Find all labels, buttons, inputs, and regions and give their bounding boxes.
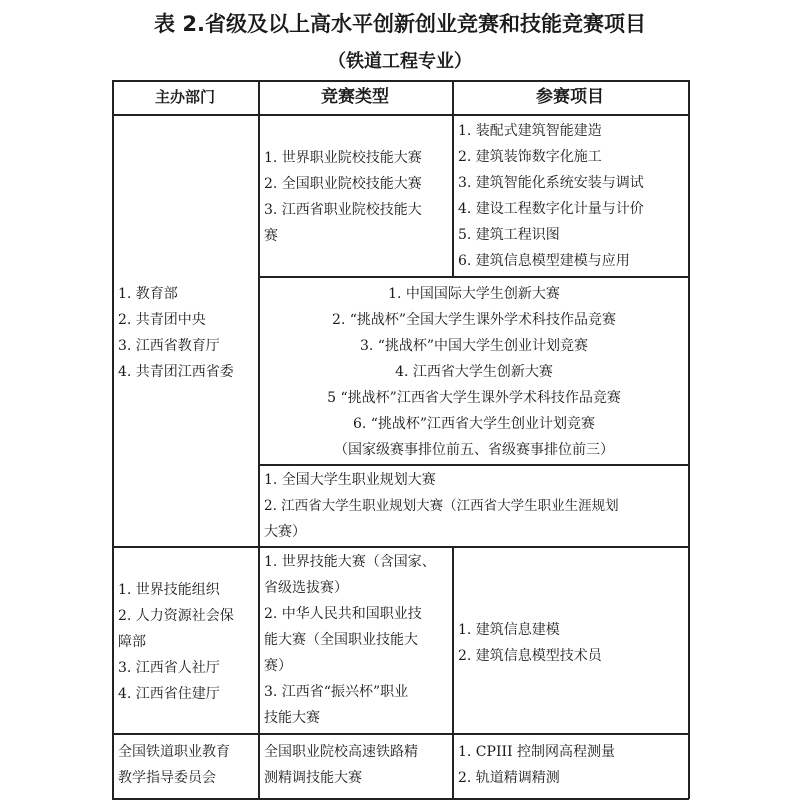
competition-line: 5 “挑战杯”江西省大学生课外学术科技作品竞赛 [327,390,621,406]
organizer-line: 1. 世界技能组织 [118,582,220,598]
border-right [688,80,690,799]
type-line: 1. 世界技能大赛（含国家、 [264,554,436,570]
organizer-line: 2. 共青团中央 [118,312,206,328]
block1-row1-types [264,145,450,249]
type-line: 3. 江西省职业院校技能大 [264,202,422,218]
block2-types [264,549,450,731]
type-line: 测精调技能大赛 [264,770,362,786]
organizer-line: 教学指导委员会 [118,770,216,786]
event-line: 6. 建筑信息模型建模与应用 [458,253,630,269]
competition-line: 1. 中国国际大学生创新大赛 [388,286,560,302]
event-line: 1. CPIII 控制网高程测量 [458,744,615,760]
table-title: 表 2.省级及以上高水平创新创业竞赛和技能竞赛项目 [154,12,646,36]
type-line: 2. 全国职业院校技能大赛 [264,176,422,192]
border-col2-block2 [452,546,454,799]
block3-types [264,739,450,791]
organizer-line: 1. 教育部 [118,286,178,302]
border-block1-bottom [112,546,689,548]
type-line: 2. 中华人民共和国职业技 [264,606,422,622]
organizer-line: 障部 [118,634,146,650]
event-line: 3. 建筑智能化系统安装与调试 [458,175,644,191]
block2-organizer [118,577,256,707]
organizer-line: 3. 江西省教育厅 [118,338,220,354]
organizer-line: 全国铁道职业教育 [118,744,230,760]
type-line: 3. 江西省“振兴杯”职业 [264,684,409,700]
type-line: 省级选拔赛） [264,580,348,596]
border-block2-bottom [112,733,689,735]
type-line: 赛） [264,658,292,674]
type-line: 1. 世界职业院校技能大赛 [264,150,422,166]
competition-line: 3. “挑战杯”中国大学生创业计划竞赛 [359,338,589,354]
border-bottom [112,798,689,800]
header-competition-type: 竞赛类型 [321,87,389,107]
event-line: 1. 装配式建筑智能建造 [458,123,602,139]
block1-row1-events [458,118,686,274]
border-header-bottom [112,114,689,116]
organizer-line: 4. 江西省住建厅 [118,686,220,702]
border-col1-block2 [258,546,260,799]
competition-line: 4. 江西省大学生创新大赛 [395,364,553,380]
organizer-line: 3. 江西省人社厅 [118,660,220,676]
event-line: 1. 建筑信息建模 [458,622,560,638]
competition-line: 大赛） [264,524,306,540]
competition-line: 2. “挑战杯”全国大学生课外学术科技作品竞赛 [331,312,617,328]
organizer-line: 4. 共青团江西省委 [118,364,234,380]
event-line: 5. 建筑工程识图 [458,227,560,243]
header-organizer: 主办部门 [154,88,215,106]
type-line: 赛 [264,228,278,244]
organizer-line: 2. 人力资源社会保 [118,608,234,624]
event-line: 2. 建筑信息模型技术员 [458,648,602,664]
border-left [112,80,114,799]
block1-row2-competitions [260,281,688,463]
border-block1-row2 [258,464,689,466]
block1-organizer [118,281,256,385]
competition-line: 2. 江西省大学生职业规划大赛（江西省大学生职业生涯规划 [264,498,619,514]
header-events: 参赛项目 [536,87,604,107]
competition-line: 6. “挑战杯”江西省大学生创业计划竞赛 [352,416,596,432]
event-line: 2. 轨道精调精测 [458,770,560,786]
block1-row3-competitions [264,467,686,545]
block3-events [458,739,686,791]
type-line: 技能大赛 [264,710,320,726]
type-line: 全国职业院校高速铁路精 [264,744,418,760]
type-line: 能大赛（全国职业技能大 [264,632,418,648]
block3-organizer [118,739,256,791]
event-line: 2. 建筑装饰数字化施工 [458,149,602,165]
border-col2-row1 [452,114,454,276]
table-subtitle: （铁道工程专业） [328,51,472,72]
competition-line: 1. 全国大学生职业规划大赛 [264,472,436,488]
event-line: 4. 建设工程数字化计量与计价 [458,201,644,217]
border-block1-row1 [258,276,689,278]
block2-events [458,617,686,669]
competition-line: （国家级赛事排位前五、省级赛事排位前三） [334,442,614,458]
